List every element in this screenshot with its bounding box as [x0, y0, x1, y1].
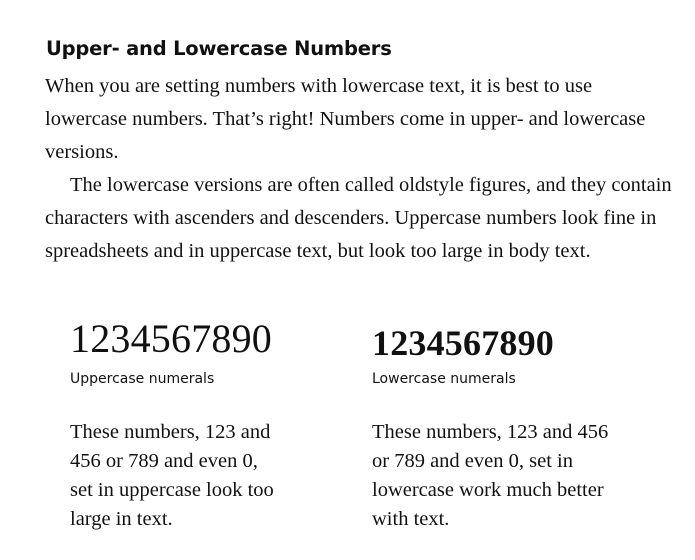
sample-line: lowercase work much better: [372, 479, 604, 501]
paragraph-intro: When you are setting numbers with lowercase text, it is best to use lowercase numbers. That’s right! Numbers come in upper- and lowercase versions.: [45, 75, 646, 163]
sample-line: These numbers, 123 and: [70, 421, 271, 443]
paragraph-oldstyle: The lowercase versions are often called oldstyle figures, and they contain characters with ascenders and descenders. Uppercase numbers look fine in spreadsheets and in uppercase text, but look too large in body text.: [45, 174, 672, 262]
lowercase-caption: Lowercase numerals: [372, 371, 516, 387]
lowercase-numerals: 1234567890: [372, 323, 554, 363]
section-heading: Upper- and Lowercase Numbers: [46, 37, 392, 60]
sample-line: large in text.: [70, 508, 173, 530]
sample-line: with text.: [372, 508, 450, 530]
sample-line: These numbers, 123 and 456: [372, 421, 609, 443]
sample-line: 456 or 789 and even 0,: [70, 450, 258, 472]
lowercase-example: [372, 312, 662, 530]
uppercase-sample-text: [70, 418, 320, 534]
sample-line: or 789 and even 0, set in: [372, 450, 573, 472]
body-text: [45, 70, 675, 268]
uppercase-example: [70, 312, 360, 530]
lowercase-sample-text: [372, 418, 622, 534]
uppercase-caption: Uppercase numerals: [70, 371, 215, 387]
sample-line: set in uppercase look too: [70, 479, 274, 501]
uppercase-numerals: 1234567890: [70, 316, 272, 361]
